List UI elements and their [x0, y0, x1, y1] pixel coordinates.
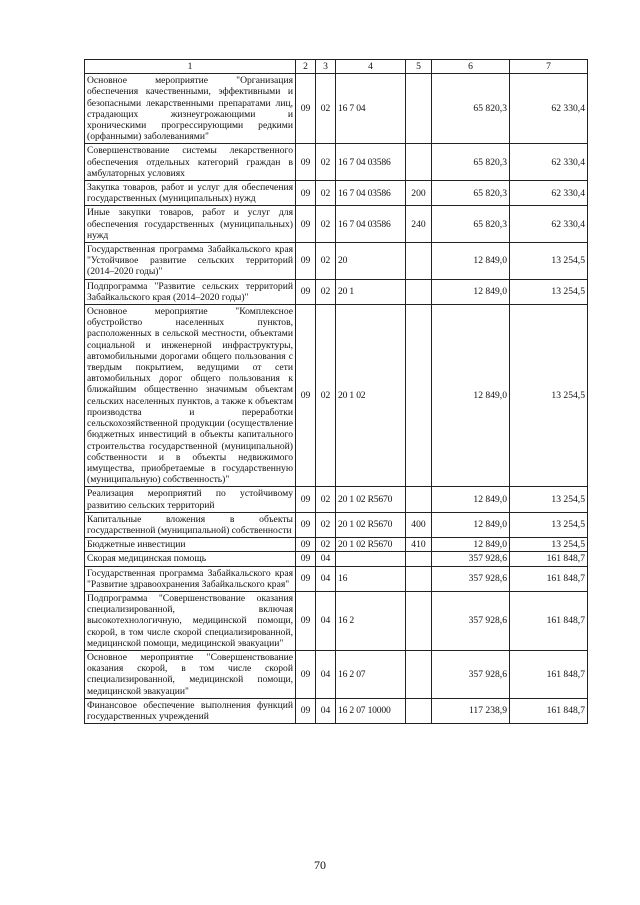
table-row — [85, 305, 588, 487]
row-section-cell: 09 — [296, 538, 316, 552]
budget-table-body — [85, 60, 588, 724]
row-name-cell: Государственная программа Забайкальского края "Устойчивое развитие сельских территорий (2014–2020 годы)" — [85, 243, 296, 280]
row-name-cell: Капитальные вложения в объекты государственной (муниципальной) собственности — [85, 512, 296, 537]
row-amount-year2-cell: 13 254,5 — [510, 487, 588, 512]
row-subsection-cell: 02 — [316, 243, 336, 280]
header-cell-1: 1 — [85, 60, 296, 74]
row-section-cell: 09 — [296, 74, 316, 144]
row-amount-year2-cell: 62 330,4 — [510, 144, 588, 181]
row-target-article-cell: 16 7 04 03586 — [336, 181, 406, 206]
row-section-cell: 09 — [296, 206, 316, 243]
table-row — [85, 206, 588, 243]
row-subsection-cell: 02 — [316, 305, 336, 487]
row-target-article-cell: 20 1 — [336, 279, 406, 304]
row-subsection-cell: 02 — [316, 538, 336, 552]
table-row — [85, 487, 588, 512]
row-target-article-cell: 16 7 04 — [336, 74, 406, 144]
row-name-cell: Подпрограмма "Совершенствование оказания специализированной, включая высокотехнологичную, медицинской помощи, скорой, в том числе скорой специализированной, медицинской помощи, медицинской эвакуации" — [85, 591, 296, 650]
table-row — [85, 538, 588, 552]
table-row — [85, 650, 588, 698]
row-target-article-cell: 16 7 04 03586 — [336, 206, 406, 243]
row-amount-year2-cell: 161 848,7 — [510, 552, 588, 566]
row-target-article-cell: 16 — [336, 566, 406, 591]
row-amount-year2-cell: 13 254,5 — [510, 243, 588, 280]
row-target-article-cell: 20 1 02 — [336, 305, 406, 487]
row-expense-type-cell: 200 — [406, 181, 432, 206]
row-subsection-cell: 02 — [316, 181, 336, 206]
table-row — [85, 144, 588, 181]
row-amount-year1-cell: 12 849,0 — [432, 487, 510, 512]
row-amount-year1-cell: 65 820,3 — [432, 181, 510, 206]
row-expense-type-cell — [406, 650, 432, 698]
table-row — [85, 243, 588, 280]
row-amount-year1-cell: 12 849,0 — [432, 279, 510, 304]
row-subsection-cell: 02 — [316, 512, 336, 537]
header-cell-7: 7 — [510, 60, 588, 74]
row-target-article-cell: 20 1 02 R5670 — [336, 538, 406, 552]
table-row — [85, 566, 588, 591]
row-section-cell: 09 — [296, 279, 316, 304]
table-row — [85, 512, 588, 537]
row-name-cell: Совершенствование системы лекарственного обеспечения отдельных категорий граждан в амбулаторных условиях — [85, 144, 296, 181]
row-section-cell: 09 — [296, 650, 316, 698]
header-cell-3: 3 — [316, 60, 336, 74]
row-amount-year1-cell: 117 238,9 — [432, 698, 510, 723]
table-row — [85, 552, 588, 566]
row-subsection-cell: 04 — [316, 566, 336, 591]
header-cell-5: 5 — [406, 60, 432, 74]
row-amount-year2-cell: 161 848,7 — [510, 591, 588, 650]
row-subsection-cell: 04 — [316, 698, 336, 723]
row-expense-type-cell: 240 — [406, 206, 432, 243]
row-target-article-cell: 16 2 — [336, 591, 406, 650]
row-subsection-cell: 04 — [316, 591, 336, 650]
row-subsection-cell: 02 — [316, 487, 336, 512]
row-target-article-cell: 20 1 02 R5670 — [336, 512, 406, 537]
row-name-cell: Основное мероприятие "Организация обеспечения качественными, эффективными и безопасными лекарственными препаратами лиц, страдающих жизнеугрожающими и хроническими прогрессирующими редкими (орфанными) заболеваниями" — [85, 74, 296, 144]
row-expense-type-cell — [406, 552, 432, 566]
row-amount-year2-cell: 161 848,7 — [510, 698, 588, 723]
row-amount-year1-cell: 357 928,6 — [432, 552, 510, 566]
header-cell-6: 6 — [432, 60, 510, 74]
row-subsection-cell: 02 — [316, 144, 336, 181]
row-section-cell: 09 — [296, 512, 316, 537]
row-amount-year1-cell: 12 849,0 — [432, 305, 510, 487]
row-expense-type-cell — [406, 591, 432, 650]
row-amount-year1-cell: 65 820,3 — [432, 206, 510, 243]
row-amount-year2-cell: 13 254,5 — [510, 538, 588, 552]
row-expense-type-cell — [406, 566, 432, 591]
row-amount-year2-cell: 13 254,5 — [510, 279, 588, 304]
row-expense-type-cell — [406, 305, 432, 487]
row-section-cell: 09 — [296, 305, 316, 487]
row-target-article-cell: 20 — [336, 243, 406, 280]
row-amount-year1-cell: 65 820,3 — [432, 144, 510, 181]
row-name-cell: Основное мероприятие "Совершенствование оказания скорой, в том числе скорой специализированной, медицинской помощи, медицинской эвакуации" — [85, 650, 296, 698]
row-section-cell: 09 — [296, 487, 316, 512]
row-name-cell: Бюджетные инвестиции — [85, 538, 296, 552]
table-row — [85, 698, 588, 723]
row-name-cell: Иные закупки товаров, работ и услуг для обеспечения государственных (муниципальных) нужд — [85, 206, 296, 243]
row-name-cell: Финансовое обеспечение выполнения функций государственных учреждений — [85, 698, 296, 723]
row-target-article-cell: 16 7 04 03586 — [336, 144, 406, 181]
row-target-article-cell: 20 1 02 R5670 — [336, 487, 406, 512]
table-row — [85, 279, 588, 304]
row-amount-year1-cell: 357 928,6 — [432, 566, 510, 591]
row-section-cell: 09 — [296, 566, 316, 591]
row-expense-type-cell — [406, 74, 432, 144]
budget-table — [84, 59, 588, 724]
row-expense-type-cell — [406, 487, 432, 512]
row-amount-year1-cell: 12 849,0 — [432, 512, 510, 537]
row-amount-year2-cell: 62 330,4 — [510, 74, 588, 144]
row-name-cell: Реализация мероприятий по устойчивому развитию сельских территорий — [85, 487, 296, 512]
row-expense-type-cell — [406, 279, 432, 304]
row-amount-year2-cell: 13 254,5 — [510, 305, 588, 487]
row-expense-type-cell — [406, 698, 432, 723]
row-expense-type-cell: 410 — [406, 538, 432, 552]
row-subsection-cell: 04 — [316, 650, 336, 698]
row-subsection-cell: 02 — [316, 206, 336, 243]
table-header-row — [85, 60, 588, 74]
row-amount-year2-cell: 62 330,4 — [510, 206, 588, 243]
row-section-cell: 09 — [296, 144, 316, 181]
row-target-article-cell — [336, 552, 406, 566]
row-name-cell: Подпрограмма "Развитие сельских территорий Забайкальского края (2014–2020 годы)" — [85, 279, 296, 304]
row-amount-year1-cell: 65 820,3 — [432, 74, 510, 144]
row-subsection-cell: 02 — [316, 74, 336, 144]
header-cell-2: 2 — [296, 60, 316, 74]
row-amount-year1-cell: 357 928,6 — [432, 650, 510, 698]
table-row — [85, 181, 588, 206]
page-number: 70 — [314, 858, 326, 872]
row-amount-year1-cell: 12 849,0 — [432, 538, 510, 552]
row-section-cell: 09 — [296, 181, 316, 206]
row-amount-year2-cell: 62 330,4 — [510, 181, 588, 206]
row-section-cell: 09 — [296, 591, 316, 650]
row-subsection-cell: 04 — [316, 552, 336, 566]
row-amount-year2-cell: 161 848,7 — [510, 650, 588, 698]
row-subsection-cell: 02 — [316, 279, 336, 304]
row-name-cell: Государственная программа Забайкальского края "Развитие здравоохранения Забайкальского края" — [85, 566, 296, 591]
row-expense-type-cell — [406, 243, 432, 280]
row-expense-type-cell: 400 — [406, 512, 432, 537]
row-name-cell: Закупка товаров, работ и услуг для обеспечения государственных (муниципальных) нужд — [85, 181, 296, 206]
row-amount-year1-cell: 12 849,0 — [432, 243, 510, 280]
row-section-cell: 09 — [296, 552, 316, 566]
row-expense-type-cell — [406, 144, 432, 181]
row-section-cell: 09 — [296, 698, 316, 723]
row-name-cell: Скорая медицинская помощь — [85, 552, 296, 566]
row-amount-year1-cell: 357 928,6 — [432, 591, 510, 650]
row-amount-year2-cell: 161 848,7 — [510, 566, 588, 591]
header-cell-4: 4 — [336, 60, 406, 74]
table-row — [85, 591, 588, 650]
row-target-article-cell: 16 2 07 10000 — [336, 698, 406, 723]
row-name-cell: Основное мероприятие "Комплексное обустройство населенных пунктов, расположенных в сельской местности, объектами социальной и инженерной инфраструктуры, автомобильными дорогами общего пользования с твердым покрытием, ведущими от сети автомобильных дорог общего пользования к ближайшим общественно значимым объектам сельских населенных пунктов, а также к объектам производства и переработки сельскохозяйственной продукции (осуществление бюджетных инвестиций в объекты капитального строительства государственной (муниципальной) собственности и в объекты недвижимого имущества, приобретаемые в государственную (муниципальную) собственность)" — [85, 305, 296, 487]
table-row — [85, 74, 588, 144]
row-section-cell: 09 — [296, 243, 316, 280]
row-amount-year2-cell: 13 254,5 — [510, 512, 588, 537]
row-target-article-cell: 16 2 07 — [336, 650, 406, 698]
